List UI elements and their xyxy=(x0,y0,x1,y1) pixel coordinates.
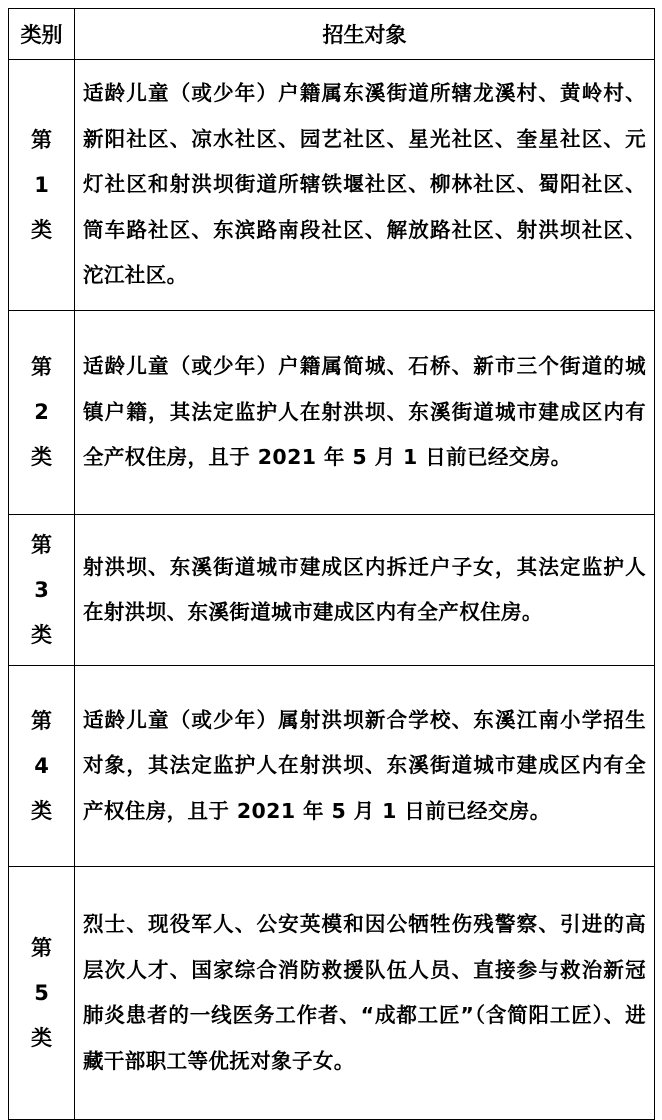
category-number: 3 xyxy=(34,577,49,602)
target-text: 适龄儿童（或少年）户籍属东溪街道所辖龙溪村、黄岭村、新阳社区、凉水社区、园艺社区、星光社区、奎星社区、元灯社区和射洪坝街道所辖铁堰社区、柳林社区、蜀阳社区、筒车路社区、东滨路南段社区、解放路社区、射洪坝社区、沱江社区。 xyxy=(75,60,655,311)
category-char: 第 xyxy=(31,355,52,379)
category-number: 5 xyxy=(34,980,49,1005)
target-text: 射洪坝、东溪街道城市建成区内拆迁户子女，其法定监护人在射洪坝、东溪街道城市建成区内有全产权住房。 xyxy=(75,515,655,666)
table-row xyxy=(9,666,655,867)
target-text: 适龄儿童（或少年）属射洪坝新合学校、东溪江南小学招生对象，其法定监护人在射洪坝、东溪街道城市建成区内有全产权住房，且于 2021 年 5 月 1 日前已经交房。 xyxy=(75,666,655,867)
category-number: 1 xyxy=(34,172,49,197)
header-target: 招生对象 xyxy=(75,9,655,60)
category-number: 2 xyxy=(34,400,49,424)
category-char: 第 xyxy=(31,935,52,960)
category-cell xyxy=(9,867,75,1120)
table-row xyxy=(9,867,655,1120)
enrollment-table xyxy=(8,8,655,1120)
category-char: 类 xyxy=(31,1025,52,1050)
category-char: 类 xyxy=(31,445,52,469)
category-char: 第 xyxy=(31,532,52,557)
category-char: 类 xyxy=(31,798,52,823)
category-char: 第 xyxy=(31,127,52,152)
category-cell xyxy=(9,515,75,666)
category-cell xyxy=(9,60,75,311)
table-row xyxy=(9,60,655,311)
target-text: 烈士、现役军人、公安英模和因公牺牲伤残警察、引进的高层次人才、国家综合消防救援队伍人员、直接参与救治新冠肺炎患者的一线医务工作者、“成都工匠”（含简阳工匠）、进藏干部职工等优抚对象子女。 xyxy=(75,867,655,1120)
category-cell xyxy=(9,666,75,867)
header-category: 类别 xyxy=(9,9,75,60)
target-text: 适龄儿童（或少年）户籍属简城、石桥、新市三个街道的城镇户籍，其法定监护人在射洪坝、东溪街道城市建成区内有全产权住房，且于 2021 年 5 月 1 日前已经交房。 xyxy=(75,311,655,515)
table-row xyxy=(9,311,655,515)
table-row xyxy=(9,515,655,666)
category-char: 第 xyxy=(31,708,52,733)
category-char: 类 xyxy=(31,217,52,242)
category-number: 4 xyxy=(34,753,49,778)
category-char: 类 xyxy=(31,622,52,647)
category-cell xyxy=(9,311,75,515)
header-row xyxy=(9,9,655,60)
